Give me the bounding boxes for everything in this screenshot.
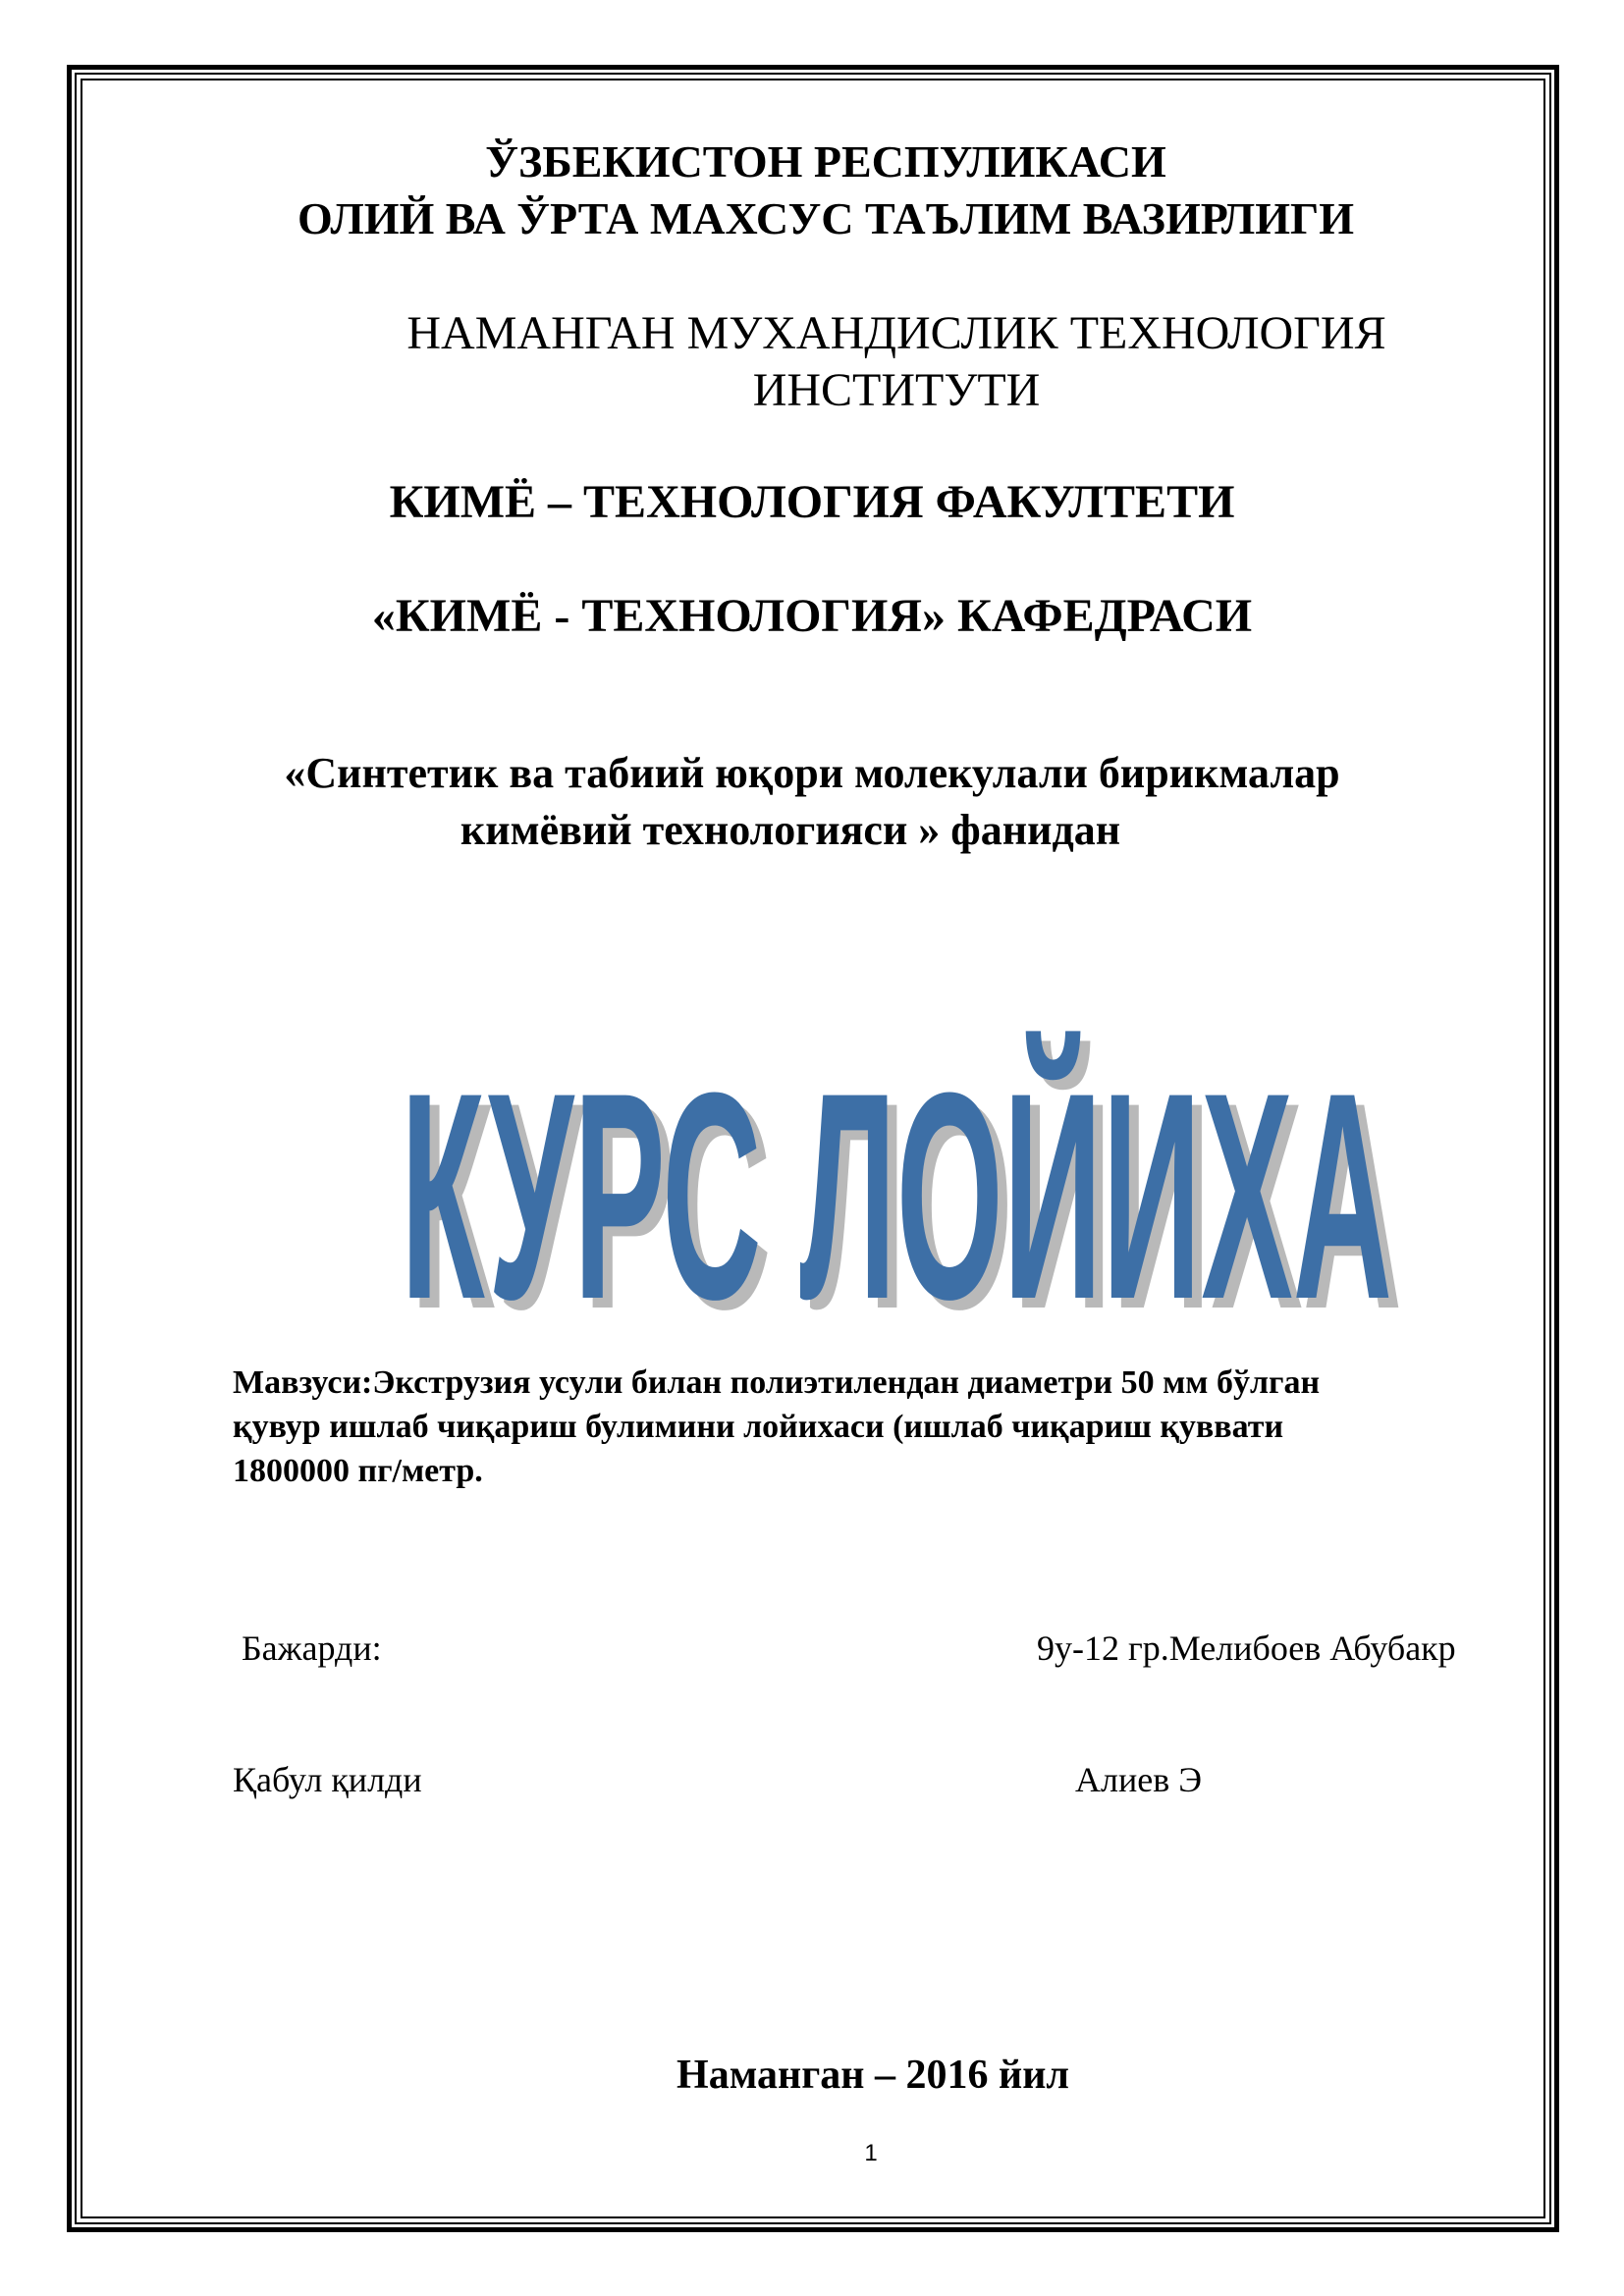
wordart-shadow: КУРС ЛОЙИХА bbox=[410, 1041, 1402, 1325]
faculty-name: КИМЁ – ТЕХНОЛОГИЯ ФАКУЛТЕТИ bbox=[389, 476, 1235, 528]
ministry-title-line1: ЎЗБЕКИСТОН РЕСПУЛИКАСИ bbox=[485, 136, 1166, 187]
done-by-label: Бажарди: bbox=[242, 1629, 382, 1668]
page-number: 1 bbox=[864, 2140, 878, 2166]
course-project-wordart-title bbox=[388, 991, 1409, 1325]
accepted-by-value: Алиев Э bbox=[1075, 1760, 1202, 1799]
accepted-by-label: Қабул қилди bbox=[233, 1760, 422, 1799]
theme-line2: қувур ишлаб чиқариш булимини лойихаси (ишлаб чиқариш қуввати bbox=[233, 1409, 1284, 1445]
institute-name-line1: НАМАНГАН МУХАНДИСЛИК ТЕХНОЛОГИЯ bbox=[406, 307, 1386, 359]
institute-name-line2: ИНСТИТУТИ bbox=[752, 364, 1041, 416]
city-year: Наманган – 2016 йил bbox=[677, 2053, 1069, 2098]
ministry-title-line2: ОЛИЙ ВА ЎРТА МАХСУС ТАЪЛИМ ВАЗИРЛИГИ bbox=[297, 193, 1355, 243]
department-name: «КИМЁ - ТЕХНОЛОГИЯ» КАФЕДРАСИ bbox=[371, 590, 1253, 642]
theme-line3: 1800000 пг/метр. bbox=[233, 1453, 483, 1489]
wordart-text: КУРС ЛОЙИХА bbox=[401, 1031, 1392, 1325]
subject-line1: «Синтетик ва табиий юқори молекулали бирикмалар bbox=[284, 749, 1340, 797]
project-theme bbox=[233, 1361, 1529, 1493]
theme-line1: Мавзуси:Экструзия усули билан полиэтилендан диаметри 50 мм бўлган bbox=[233, 1364, 1321, 1401]
done-by-value: 9у-12 гр.Мелибоев Абубакр bbox=[1037, 1629, 1456, 1668]
subject-line2: кимёвий технологияси » фанидан bbox=[460, 806, 1121, 854]
